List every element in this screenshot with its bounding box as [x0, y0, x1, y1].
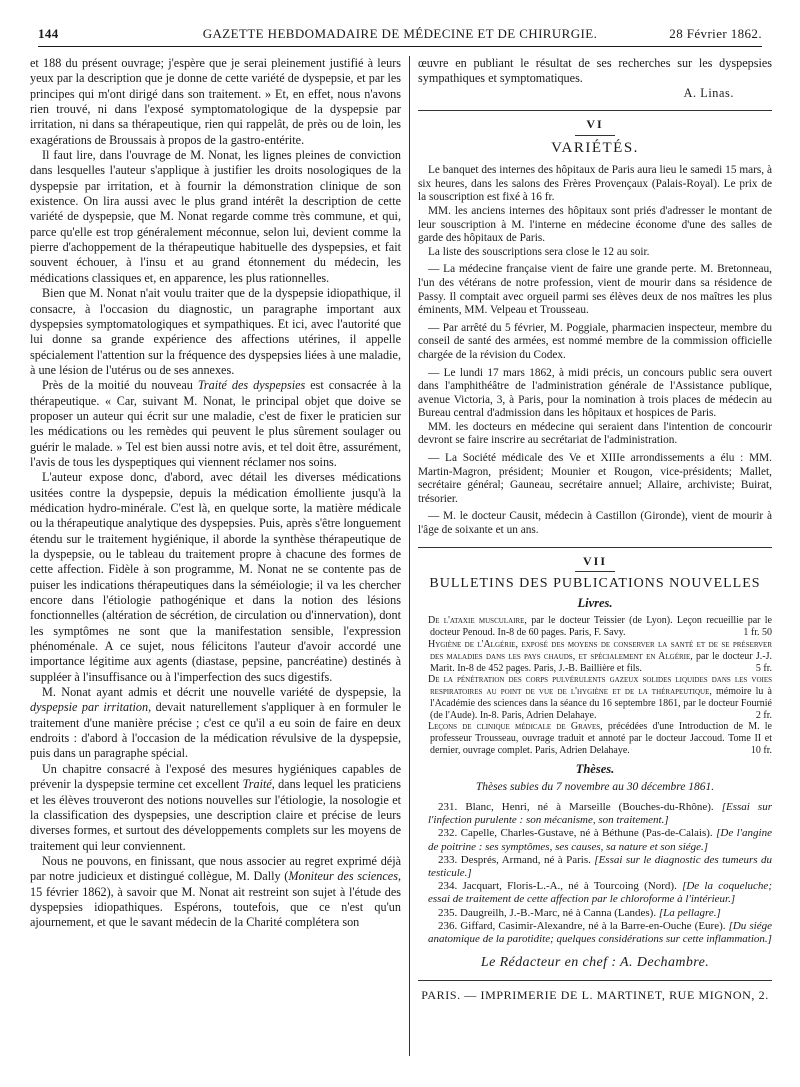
section-number: VI [586, 117, 604, 131]
price: 10 fr. [750, 745, 772, 757]
price: 2 fr. [755, 709, 772, 721]
section-rule [418, 110, 772, 111]
book-entry: De l'ataxie musculaire, par le docteur Teissier (de Lyon). Leçon recueillie par le docteur Penoud. In-8 de 60 pages. Paris, F. Savy. 1 fr. 50 [428, 615, 772, 639]
book-entry: De la pénétration des corps pulvérulents gazeux solides liquides dans les voies respiratoires au point de vue de l'hygiène et de la thérapeutique, mémoire lu à l'Académie des sciences dans la séance du 16 septembre 1861, par le docteur Fournié (de l'Aude). In-8. Paris, Adrien Delahaye. 2 fr. [428, 674, 772, 721]
section-number: VII [582, 553, 607, 568]
thesis-entry: 235. Daugreilh, J.-B.-Marc, né à Canna (Landes). [La pellagre.] [438, 906, 721, 919]
thesis-entry: 234. Jacquart, Floris-L.-A., né à Tourcoing (Nord). [De la coqueluche; essai de traitement de cette affection par le chloroforme à l'intérieur.] [428, 880, 772, 906]
news-item: — M. le docteur Causit, médecin à Castillon (Gironde), vient de mourir à l'âge de soixante et un ans. [418, 510, 772, 537]
news-item: — La médecine française vient de faire une grande perte. M. Bretonneau, l'un des vétérans de notre profession, vient de mourir dans sa résidence de Passy. Il comptait avec orgueil parmi ses élèves deux de nos maîtres les plus éminents, MM. Velpeau et Trousseau. [418, 263, 772, 317]
thesis-entry: 233. Després, Armand, né à Paris. [Essai sur le diagnostic des tumeurs du testicule.] [428, 853, 773, 880]
book-title: Traité des dyspepsies [197, 378, 306, 393]
thesis-entry: 231. Blanc, Henri, né à Marseille (Bouches-du-Rhône). [Essai sur l'infection purulente : son mécanisme, son traitement.] [428, 801, 772, 827]
paragraph: Nous ne pouvons, en finissant, que nous associer au regret exprimé déjà par notre judicieux et distingué collègue, M. Dally (Moniteur des sciences, 15 février 1862), à savoir que M. Nonat ait restreint son sujet à l'étude des dyspepsies idiopathiques. Espérons, toutefois, que ce n'est qu'un ajournement, et que le savant médecin de la Charité complétera son [30, 853, 401, 930]
paragraph: et 188 du présent ouvrage; j'espère que je serai pleinement justifié à leurs yeux par la description que je donne de cette variété de dyspepsie, et par les principes qui m'ont dirigé dans son traitement. » Et, en effet, nous n'avons rien trouvé, ni dans l'exposé symptomatologique de la dyspepsie par irritation, ni dans sa thérapeutique, rien qui rappelât, de près ou de loin, les exagérations de Broussais à propos de la gastro-entérite. [30, 56, 401, 147]
header-rule [38, 46, 762, 47]
paragraph: Bien que M. Nonat n'ait voulu traiter que de la dyspepsie idiopathique, il consacre, à l'occasion du diagnostic, un paragraphe important aux dyspepsies symptomatologiques et sympathiques. Et ici, avec l'autorité que lui donne sa grande expérience des affections utérines, il appelle spécialement l'attention sur la fréquence des dyspepsies liées à une maladie, à une lésion de l'utérus ou de ses annexes. [30, 286, 401, 377]
column-divider [409, 56, 410, 1056]
paragraph: Un chapitre consacré à l'exposé des mesures hygiéniques capables de prévenir la dyspepsie termine cet excellent Traité, dans lequel les praticiens et les élèves trouveront des notions nouvelles sur l'étiologie, la nosologie et la classification des dyspepsies, une description claire et précise de leurs diverses formes, et surtout des développements complets sur les moyens de traitement qui leur conviennent. [30, 761, 401, 853]
book-entry: Leçons de clinique médicale de Graves, précédées d'une Introduction de M. le professeur Trousseau, ouvrage traduit et annoté par le docteur Jaccoud. Tome II et dernier, ouvrage complet. Paris, Adrien Delahaye. 10 fr. [428, 721, 772, 757]
price: 5 fr. [755, 662, 772, 674]
section-title: VARIÉTÉS. [551, 139, 639, 156]
paragraph: Il faut lire, dans l'ouvrage de M. Nonat, les lignes pleines de conviction dans lesquelles l'auteur s'applique à justifier les droits nosologiques de la dyspepsie par irritation, et à fournir la démonstration clinique de son existence. On lira aussi avec le plus grand intérêt la description de cette variété de dyspepsie, que M. Nonat regarde comme très commune, et qui, parce qu'elle est trop généralement méconnue, selon lui, devient comme la pierre d'achoppement de la thérapeutique habituelle des dyspepsies, et fait souvent échouer, à l'insu et au grand étonnement du médecin, les médications classiques et, en apparence, les plus rationnelles. [30, 148, 401, 285]
theses-subtitle: Thèses subies du 7 novembre au 30 décembre 1861. [475, 781, 715, 794]
news-item: — Par arrêté du 5 février, M. Poggiale, pharmacien inspecteur, membre du conseil de santé des armées, est nommé membre de la commission officielle chargée de la révision du Codex. [418, 321, 772, 361]
thesis-entry: 232. Capelle, Charles-Gustave, né à Béthune (Pas-de-Calais). [De l'angine de poitrine : ses symptômes, ses causes, sa nature et son siége.] [428, 827, 772, 853]
right-column [418, 56, 772, 1002]
subsection-heading: Thèses. [575, 761, 615, 776]
author-signature: A. Linas. [683, 86, 734, 100]
short-rule [575, 135, 615, 136]
news-item: La liste des souscriptions sera close le 12 au soir. [428, 245, 650, 258]
journal-title: GAZETTE HEBDOMADAIRE DE MÉDECINE ET DE CHIRURGIE. [202, 26, 598, 41]
subsection-heading: Livres. [577, 595, 613, 610]
page-number: 144 [38, 26, 59, 41]
news-item: MM. les anciens internes des hôpitaux sont priés d'adresser le montant de leur souscription à M. l'interne en médecine économe d'une des salles de garde des hôpitaux de Paris. [418, 204, 772, 245]
editor-signature: Le Rédacteur en chef : A. Dechambre. [480, 955, 710, 971]
article-ending [418, 56, 772, 101]
price: 1 fr. 50 [743, 627, 772, 639]
section-title: BULLETINS DES PUBLICATIONS NOUVELLES [429, 576, 761, 592]
news-item: — Le lundi 17 mars 1862, à midi précis, un concours public sera ouvert dans l'amphithéâtre de l'administration générale de l'Assistance publique, avenue Victoria, 3, à Paris, pour la nomination à trois places de médecin au Bureau central d'admission dans les hôpitaux et hospices de Paris. [418, 366, 772, 420]
issue-date: 28 Février 1862. [669, 26, 762, 41]
paragraph: Près de la moitié du nouveau Traité des dyspepsies est consacrée à la thérapeutique. « Car, suivant M. Nonat, le principal objet que doive se proposer un auteur qui écrit sur une maladie, c'est de fixer le praticien sur les médications ou les remèdes qui peuvent le plus sûrement soulager ou guérir le malade. » Tel est bien aussi notre avis, et tel doit être, assurément, l'avis de tous les dyspeptiques qui viennent réclamer nos soins. [30, 378, 401, 469]
news-item: — La Société médicale des Ve et XIIIe arrondissements a élu : MM. Martin-Magron, président; Mounier et Rougon, vice-présidents; Mallet, secrétaire général; Gauneau, secrétaire annuel; Allaire, archiviste; Buirat, trésorier. [418, 452, 772, 505]
imprint-rule [418, 980, 772, 981]
news-item: MM. les docteurs en médecine qui seraient dans l'intention de concourir devront se faire inscrire au secrétariat de l'administration. [418, 420, 772, 447]
page-header [38, 26, 762, 50]
printer-imprint: PARIS. — IMPRIMERIE DE L. MARTINET, RUE MIGNON, 2. [421, 987, 769, 1002]
news-item: Le banquet des internes des hôpitaux de Paris aura lieu le samedi 15 mars, à six heures, dans les salons des Frères Provençaux (Palais-Royal). Le prix de la souscription est fixé à 16 fr. [418, 164, 772, 204]
thesis-entry: 236. Giffard, Casimir-Alexandre, né à la Barre-en-Ouche (Eure). [Du siége anatomique de la parotidite; quelques considérations sur cette inflammation.] [428, 919, 772, 946]
section-rule [418, 547, 772, 548]
book-entry: Hygiène de l'Algérie, exposé des moyens de conserver la santé et de se préserver des maladies dans les pays chauds, et spécialement en Algérie, par le docteur J.-J. Marit. In-8 de 452 pages. Paris, J.-B. Baillière et fils. 5 fr. [428, 638, 772, 674]
paragraph: œuvre en publiant le résultat de ses recherches sur les dyspepsies sympathiques et symptomatiques. [418, 56, 772, 85]
paragraph: M. Nonat ayant admis et décrit une nouvelle variété de dyspepsie, la dyspepsie par irritation, devait naturellement s'appliquer à en formuler le traitement d'une manière précise ; c'est ce qu'il a eu soin de faire en deux endroits : d'abord à l'occasion de la médication révulsive de la dyspepsie, puis dans un paragraphe spécial. [30, 685, 401, 761]
short-rule [575, 571, 615, 572]
left-column [30, 56, 401, 931]
paragraph: L'auteur expose donc, d'abord, avec détail les diverses médications usitées contre la dyspepsie, depuis la médication émolliente jusqu'à la médication hydro-minérale. C'est là, en quelque sorte, la matière médicale ou la thérapeutique analytique des dyspepsies. Puis, après s'être longuement étendu sur le traitement hygiénique, il aborde la synthèse thérapeutique de la dyspepsie, ou le tableau du traitement propre à chacune des formes de cette affection. Fidèle à son programme, M. Nonat ne se contente pas de puiser les indications thérapeutiques dans la séméiologie; il va les chercher encore dans l'étiologie pathogénique et dans la notion des lésions fonctionnelles (altération de sécrétion, de circulation ou d'innervation), dont les symptômes ne sont que la manifestation sensible, l'expression phénoménale. A ce sujet, nous félicitons l'auteur d'avoir accordé une importance légitime aux agents (diastase, pepsine, pancréatine) destinés à suppléer à l'insuffisance ou à l'imperfection des sucs digestifs. [30, 470, 401, 684]
